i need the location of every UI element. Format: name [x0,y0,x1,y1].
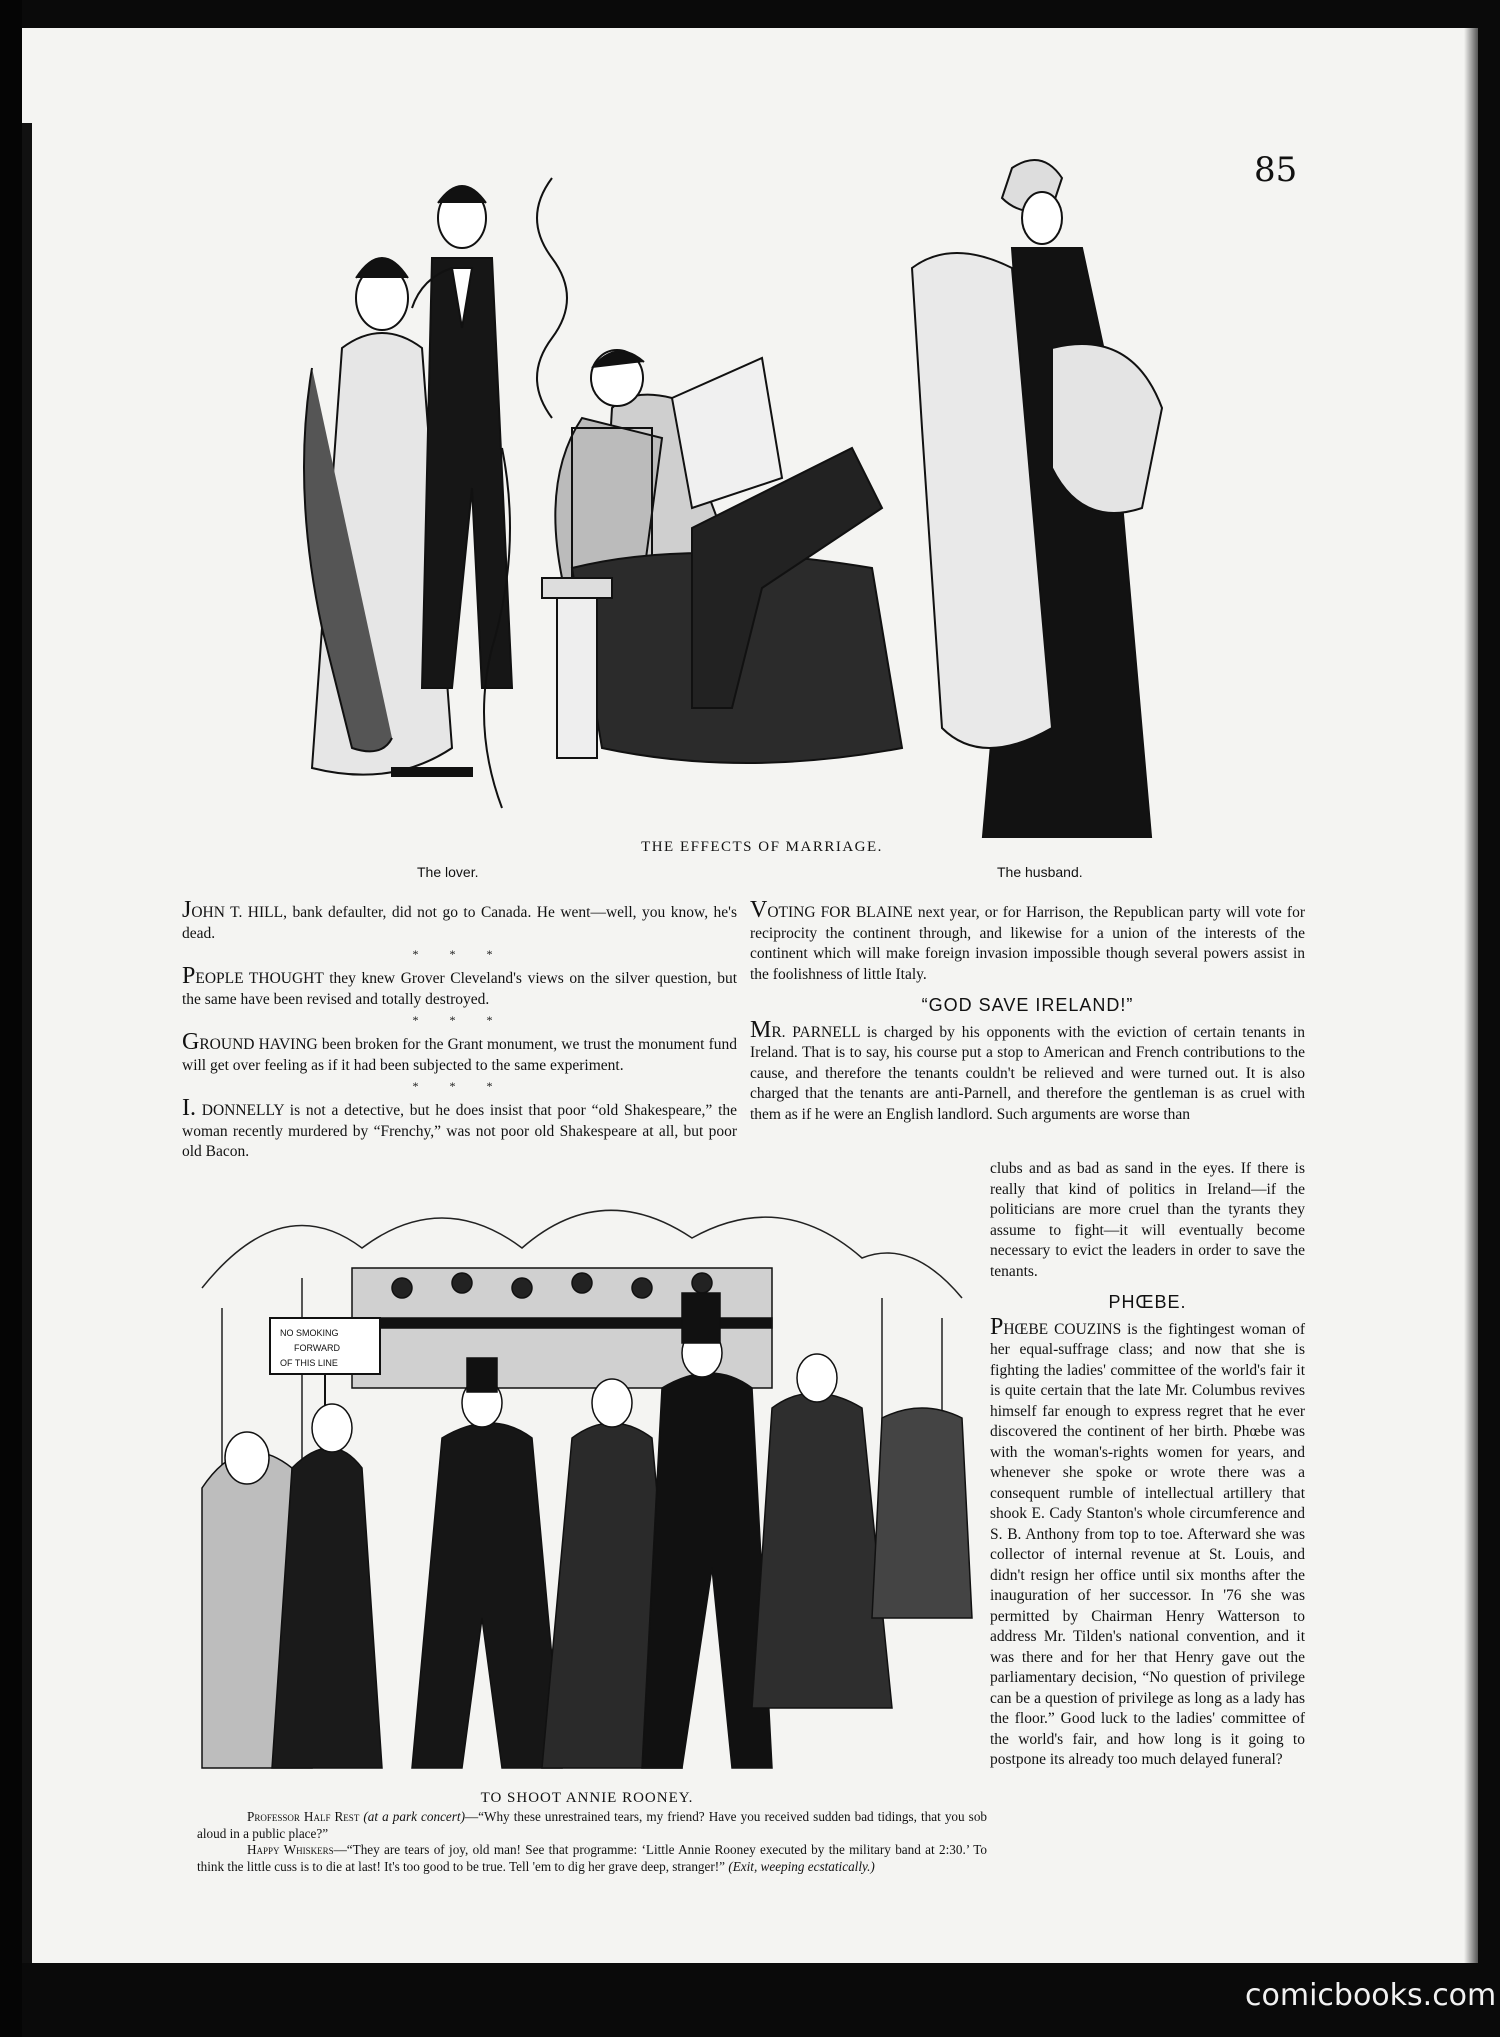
lover-caption: The lover. [417,864,479,880]
lover-couple-drawing [304,186,512,776]
separator: * * * [412,1013,507,1027]
separator: * * * [412,1079,507,1093]
sign-line-3: OF THIS LINE [280,1358,338,1368]
wife-standing-drawing [912,160,1162,838]
ireland-heading: “GOD SAVE IRELAND!” [921,995,1134,1015]
page-spine-shadow [22,123,32,1963]
sign-line-2: FORWARD [294,1343,340,1353]
dialogue-line-1: Professor Half Rest (at a park concert)—“Why these unrestrained tears, my friend? Have you received sudden bad tidings, that you sob aloud in a public place?” [197,1809,988,1841]
magazine-page [22,28,1478,1963]
right-column-narrow [990,1159,1305,1771]
right-column-top [750,897,1305,1125]
husband-caption: The husband. [997,864,1083,880]
page-number: 85 [1254,150,1298,190]
cleveland-paragraph: PEOPLE THOUGHT they knew Grover Cleveland's views on the silver question, but the same have been revised and totally destroyed. [182,963,737,1008]
left-column [182,897,738,1163]
blaine-paragraph: VOTING FOR BLAINE next year, or for Harrison, the Republican party will vote for reciprocity the continent through, and likewise for a union of the interests of the continent which will make foreign invasion impossible though several powers assist in the foolishness of little Italy. [750,897,1305,983]
donnelly-paragraph: I. DONNELLY is not a detective, but he does insist that poor “old Shakespeare,” the woman recently murdered by “Frenchy,” was not poor old Shakespeare at all, but poor old Bacon. [182,1095,738,1160]
phoebe-heading: PHŒBE. [1108,1292,1187,1312]
parnell-continuation: clubs and as bad as sand in the eyes. If there is really that kind of politics in Ireland—if the politicians are more cruel than the tyrants they assume to fight—it will eventually become necessary to evict the leaders in order to save the tenants. [990,1160,1305,1280]
bottom-illustration-caption: TO SHOOT ANNIE ROONEY. [480,1790,694,1806]
page-edge-shadow [1464,28,1478,1963]
top-illustration-caption: THE EFFECTS OF MARRIAGE. [641,839,883,855]
separator: * * * [412,947,507,961]
effects-of-marriage-illustration [272,148,1192,838]
dialogue-line-2: Happy Whiskers—“They are tears of joy, old man! See that programme: ‘Little Annie Rooney executed by the military band at 2:30.’ To think the little cuss is to die at last! It's too good to be true. Tell 'em to dig her grave deep, stranger!” (Exit, weeping ecstatically.) [197,1842,988,1874]
hill-paragraph: JOHN T. HILL, bank defaulter, did not go to Canada. He went—well, you know, he's dead. [182,897,737,942]
site-watermark: comicbooks.com [1245,1978,1497,2013]
park-concert-illustration [182,1168,982,1783]
husband-reading-drawing [542,350,902,763]
grant-monument-paragraph: GROUND HAVING been broken for the Grant monument, we trust the monument fund will get over feeling as if it had been subjected to the same experiment. [182,1029,737,1074]
scan-border [0,0,22,2037]
parnell-paragraph: MR. PARNELL is charged by his opponents with the eviction of certain tenants in Ireland. That is to say, his course put a stop to American and French contributions to the cause, and therefore the tenants couldn't be relieved and were turned out. It is also charged that the tenants are anti-Parnell, and therefore the gentleman is as cruel with them as if he were an English landlord. Such arguments are worse than [750,1016,1305,1123]
phoebe-paragraph: PHŒBE COUZINS is the fightingest woman of her equal-suffrage class; and now that she is fighting the ladies' committee of the world's fair it is quite certain that the late Mr. Columbus revives himself far enough to express regret that he ever discovered the continent of her birth. Phœbe was with the woman's-rights women for years, and whenever she spoke or wrote there was a consequent rumble of intellectual artillery that shook E. Cady Stanton's whole circumference and S. B. Anthony from top to toe. Afterward she was collector of internal revenue at St. Louis, and didn't resign her office until six months after the inauguration of her successor. In '76 she was permitted by Chairman Henry Watterson to address Mr. Tilden's national convention, and it was there and for her that Henry gave out the parliamentary decision, “No question of privilege can be a question of privilege as long as a lady has the floor.” Good luck to the ladies' committee of the world's fair, and how long is it going to postpone its already too much delayed funeral? [990,1313,1305,1768]
cartoon-dialogue [197,1809,987,1875]
sign-line-1: NO SMOKING [280,1328,339,1338]
